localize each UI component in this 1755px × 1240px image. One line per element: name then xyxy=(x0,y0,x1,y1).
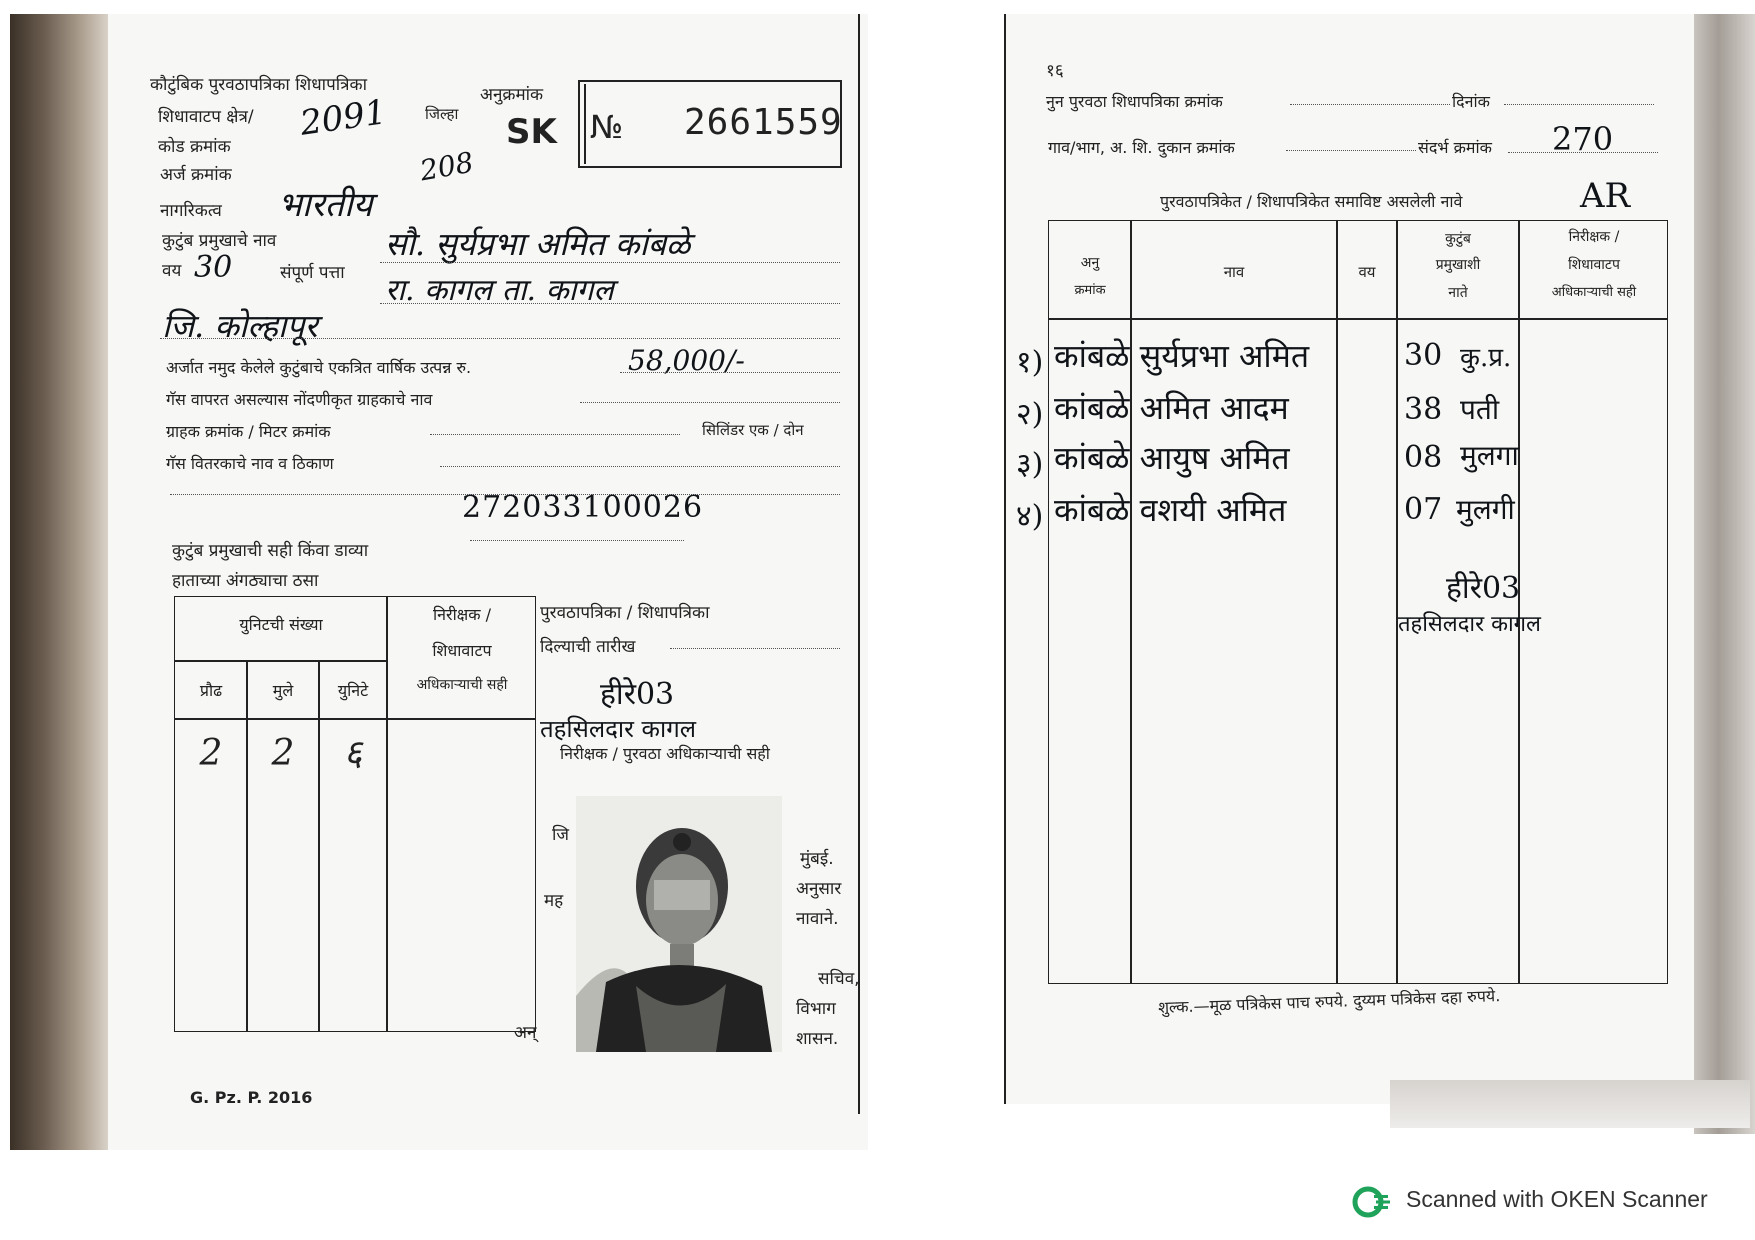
members-table-vdiv-3 xyxy=(1396,220,1398,984)
col-sr-2: क्रमांक xyxy=(1074,283,1106,298)
inspector-header-2: शिधावाटप xyxy=(432,641,492,660)
side-text-4: सचिव, xyxy=(818,969,860,989)
shop-label: गाव/भाग, अ. शि. दुकान क्रमांक xyxy=(1048,138,1235,157)
col-insp-2: शिधावाटप xyxy=(1568,257,1620,273)
children-label: मुले xyxy=(272,681,294,700)
address-label: संपूर्ण पत्ता xyxy=(280,263,345,283)
number-sign: № xyxy=(590,108,624,146)
area-label: शिधावाटप क्षेत्र/ xyxy=(158,107,254,127)
signature-label-2: हाताच्या अंगठ्याचा ठसा xyxy=(172,571,319,591)
scanner-watermark: Scanned with OKEN Scanner xyxy=(1406,1186,1708,1212)
gas-user-label: गॅस वापरत असल्यास नोंदणीकृत ग्राहकाचे नाव xyxy=(166,390,433,409)
code-label: कोड क्रमांक xyxy=(158,137,231,157)
oken-logo-graphic xyxy=(1352,1186,1392,1218)
members-table-vdiv-2 xyxy=(1336,220,1338,984)
serial-label: अनुक्रमांक xyxy=(480,85,544,105)
oken-logo-icon xyxy=(1352,1186,1392,1218)
page-number: १६ xyxy=(1046,61,1064,81)
right-binding-shadow xyxy=(1694,14,1755,1134)
members-table-header-divider xyxy=(1048,318,1668,320)
printer-code: G. Pz. P. 2016 xyxy=(190,1088,313,1107)
shop-line xyxy=(1286,150,1416,151)
member-3-rel: मुलगा xyxy=(1460,439,1519,472)
address-line-2 xyxy=(160,338,840,339)
side-text-5: विभाग xyxy=(796,999,836,1019)
code-value: 2091 xyxy=(297,92,389,144)
member-2-name: कांबळे अमित आदम xyxy=(1054,389,1289,427)
member-2-sr: २) xyxy=(1016,397,1044,432)
application-label: अर्ज क्रमांक xyxy=(160,165,232,185)
side-text-2: अनुसार xyxy=(796,879,842,899)
citizenship-label: नागरिकत्व xyxy=(160,201,222,221)
stub-3: अन् xyxy=(514,1023,537,1043)
col-age: वय xyxy=(1358,263,1376,281)
head-name-value: सौ. सुर्यप्रभा अमित कांबळे xyxy=(385,225,691,263)
side-text-1: मुंबई. xyxy=(800,849,834,869)
units-label: युनिटे xyxy=(337,681,369,700)
inspector-header-1: निरीक्षक / xyxy=(433,605,491,624)
issue-date-line xyxy=(670,648,840,649)
member-2-age: 38 xyxy=(1404,392,1443,427)
adults-value: 2 xyxy=(199,733,223,774)
address-value-2: जि. कोल्हापूर xyxy=(162,307,318,345)
units-table-hdiv-2 xyxy=(174,718,536,720)
long-number-line xyxy=(470,540,684,541)
distributor-label: गॅस वितरकाचे नाव व ठिकाण xyxy=(166,454,334,473)
member-2-rel: पती xyxy=(1460,393,1500,426)
units-table-vdiv-2 xyxy=(318,660,320,1032)
citizenship-value: भारतीय xyxy=(278,185,373,225)
area-value: जिल्हा xyxy=(425,105,459,123)
member-4-rel: मुलगी xyxy=(1456,493,1515,526)
distributor-line xyxy=(440,466,840,467)
card-number: 2661559 xyxy=(684,102,843,143)
issue-label-1: पुरवठापत्रिका / शिधापत्रिका xyxy=(540,603,710,623)
issue-label-2: दिल्याची तारीख xyxy=(540,637,636,657)
member-1-age: 30 xyxy=(1404,338,1443,373)
stub-1: जि xyxy=(552,825,570,845)
members-label: पुरवठापत्रिकेत / शिधापत्रिकेत समाविष्ट असलेली नावे xyxy=(1160,192,1463,211)
income-label: अर्जात नमुद केलेले कुटुंबाचे एकत्रित वार्षिक उत्पन्न रु. xyxy=(166,358,472,377)
col-insp-3: अधिकाऱ्याची सही xyxy=(1551,285,1637,300)
application-value: 208 xyxy=(417,145,476,188)
new-card-line xyxy=(1290,104,1450,105)
head-name-label: कुटुंब प्रमुखाचे नाव xyxy=(162,231,277,251)
inspector-header-3: अधिकाऱ्याची सही xyxy=(416,677,508,693)
children-value: 2 xyxy=(271,733,295,774)
cylinder-label: सिलिंडर एक / दोन xyxy=(702,421,804,439)
member-photo-portrait xyxy=(576,796,782,1052)
form-title: कौटुंबिक पुरवठापत्रिका शिधापत्रिका xyxy=(150,75,367,95)
income-value: 58,000/- xyxy=(628,344,745,377)
footer-note: शुल्क.—मूळ पत्रिकेस पाच रुपये. दुय्यम पत्रिकेस दहा रुपये. xyxy=(1157,986,1501,1017)
long-number: 272033100026 xyxy=(462,490,704,525)
member-4-sr: ४) xyxy=(1016,499,1044,534)
signature-label-1: कुटुंब प्रमुखाची सही किंवा डाव्या xyxy=(172,541,369,561)
new-card-label: नुन पुरवठा शिधापत्रिका क्रमांक xyxy=(1046,92,1223,111)
col-rel-2: प्रमुखाशी xyxy=(1435,257,1481,273)
issue-office: तहसिलदार कागल xyxy=(540,715,696,743)
member-photo xyxy=(576,796,782,1052)
member-1-name: कांबळे सुर्यप्रभा अमित xyxy=(1054,337,1310,375)
member-3-age: 08 xyxy=(1404,440,1443,475)
date-line xyxy=(1504,104,1654,105)
side-text-6: शासन. xyxy=(796,1029,839,1049)
member-3-name: कांबळे आयुष अमित xyxy=(1054,439,1290,477)
bottom-scan-shadow xyxy=(1390,1080,1750,1128)
member-1-rel: कु.प्र. xyxy=(1460,343,1512,373)
member-4-age: 07 xyxy=(1404,492,1443,527)
issue-sign: हीरे03 xyxy=(600,677,675,712)
side-text-3: नावाने. xyxy=(796,909,839,929)
col-name: नाव xyxy=(1223,263,1245,281)
units-table-vdiv-1 xyxy=(246,660,248,1032)
address-value: रा. कागल ता. कागल xyxy=(385,273,614,308)
stub-2: मह xyxy=(544,891,564,911)
adults-label: प्रौढ xyxy=(199,681,223,700)
head-name-line xyxy=(380,262,840,263)
units-header: युनिटची संख्या xyxy=(239,615,323,634)
col-rel-3: नाते xyxy=(1448,285,1468,301)
officer-label: निरीक्षक / पुरवठा अधिकाऱ्याची सही xyxy=(560,744,770,763)
member-3-sr: ३) xyxy=(1016,447,1044,482)
member-1-sr: १) xyxy=(1016,345,1044,380)
col-insp-1: निरीक्षक / xyxy=(1568,229,1620,245)
stamp-sign: हीरे03 xyxy=(1446,571,1521,606)
age-value: 30 xyxy=(194,250,233,285)
left-page-right-border xyxy=(858,14,860,1114)
consumer-label: ग्राहक क्रमांक / मिटर क्रमांक xyxy=(166,422,331,441)
age-label: वय xyxy=(162,261,182,281)
consumer-line xyxy=(430,434,680,435)
left-binding-shadow xyxy=(10,14,108,1150)
right-page-left-border xyxy=(1004,14,1006,1104)
date-label: दिनांक xyxy=(1452,92,1490,111)
card-series: SK xyxy=(506,112,557,152)
ref-label: संदर्भ क्रमांक xyxy=(1418,138,1492,157)
stamp-office: तहसिलदार कागल xyxy=(1398,612,1541,637)
gas-user-line xyxy=(580,402,840,403)
members-value: AR xyxy=(1580,176,1631,216)
card-number-box-divider xyxy=(584,84,586,164)
units-table-hdiv-1 xyxy=(174,660,386,662)
col-sr-1: अनु xyxy=(1080,255,1100,271)
col-rel-1: कुटुंब xyxy=(1445,231,1471,247)
units-value: ६ xyxy=(343,733,363,774)
income-line xyxy=(620,372,840,373)
address-line xyxy=(380,303,840,304)
ref-line xyxy=(1508,152,1658,153)
ref-value: 270 xyxy=(1552,120,1614,158)
member-4-name: कांबळे वशयी अमित xyxy=(1054,491,1287,529)
